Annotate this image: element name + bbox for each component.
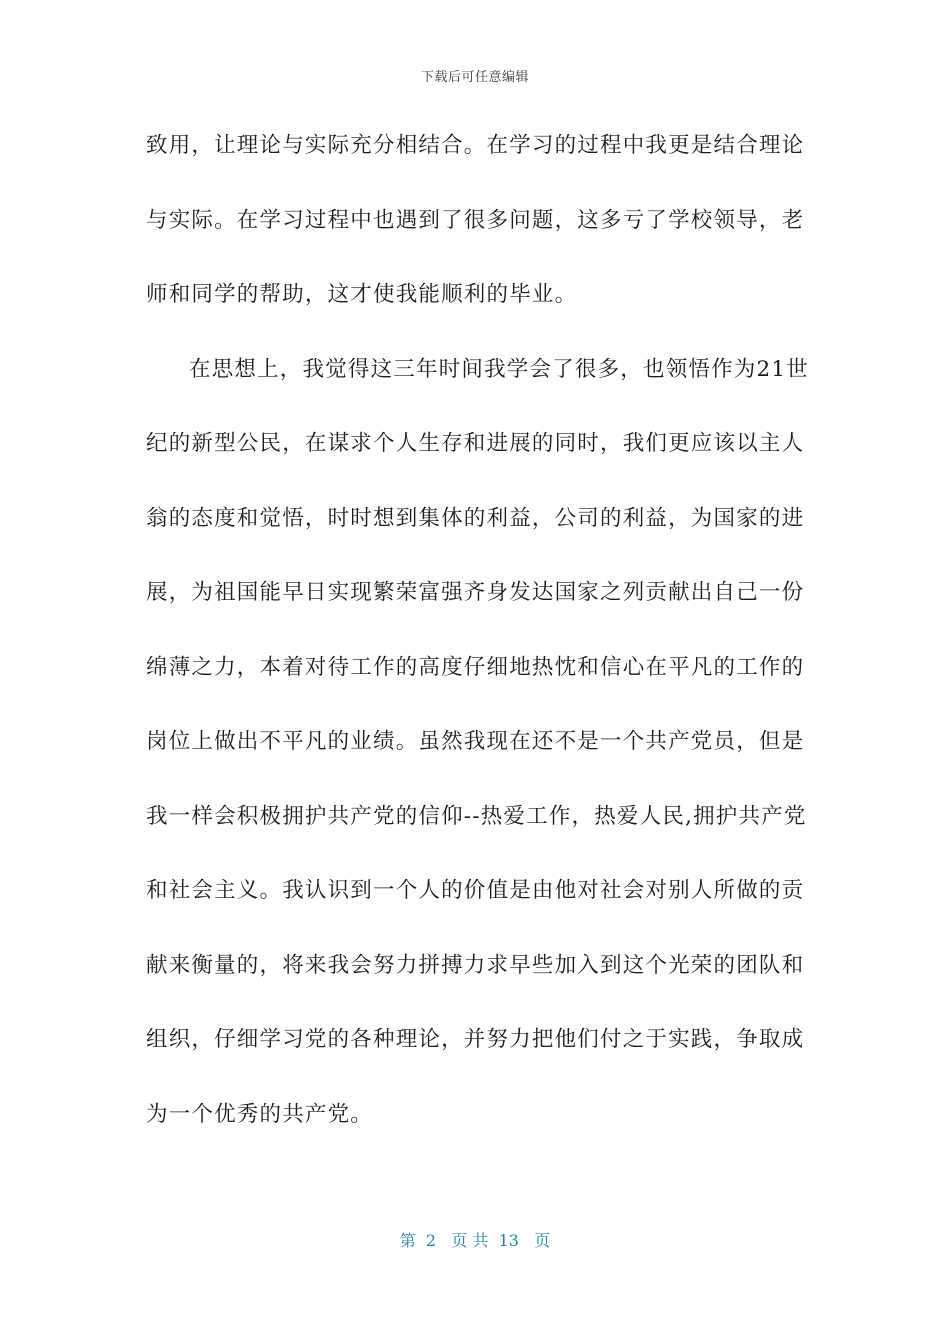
text-line: 献来衡量的，将来我会努力拼搏力求早些加入到这个光荣的团队和: [146, 952, 805, 978]
page-header-note: 下载后可任意编辑: [420, 70, 529, 85]
text-line: 组织，仔细学习党的各种理论，并努力把他们付之于实践，争取成: [146, 1027, 805, 1052]
document-body: [146, 126, 809, 1169]
text-line: 我一样会积极拥护共产党的信仰--热爱工作，热爱人民,拥护共产党: [146, 803, 807, 829]
text-line: 致用，让理论与实际充分相结合。在学习的过程中我更是结合理论: [146, 133, 805, 158]
text-line: 绵薄之力，本着对待工作的高度仔细地热忱和信心在平凡的工作的: [146, 654, 805, 680]
text-line: 为一个优秀的共产党。: [146, 1101, 374, 1127]
text-line: 师和同学的帮助，这才使我能顺利的毕业。: [146, 282, 578, 307]
text-line: 翁的态度和觉悟，时时想到集体的利益，公司的利益，为国家的进: [146, 505, 805, 531]
text-line: 纪的新型公民，在谋求个人生存和进展的同时，我们更应该以主人: [146, 431, 805, 456]
text-line: 与实际。在学习过程中也遇到了很多问题，这多亏了学校领导，老: [146, 207, 805, 233]
page-number-footer: 第 2 页 共 13 页: [399, 1231, 551, 1250]
text-line: 和社会主义。我认识到一个人的价值是由他对社会对别人所做的贡: [146, 878, 805, 903]
text-line: 岗位上做出不平凡的业绩。虽然我现在还不是一个共产党员，但是: [146, 729, 805, 754]
paragraph-start-line: 在思想上，我觉得这三年时间我学会了很多，也领悟作为21世: [189, 356, 809, 382]
text-line: 展，为祖国能早日实现繁荣富强齐身发达国家之列贡献出自己一份: [146, 580, 805, 605]
